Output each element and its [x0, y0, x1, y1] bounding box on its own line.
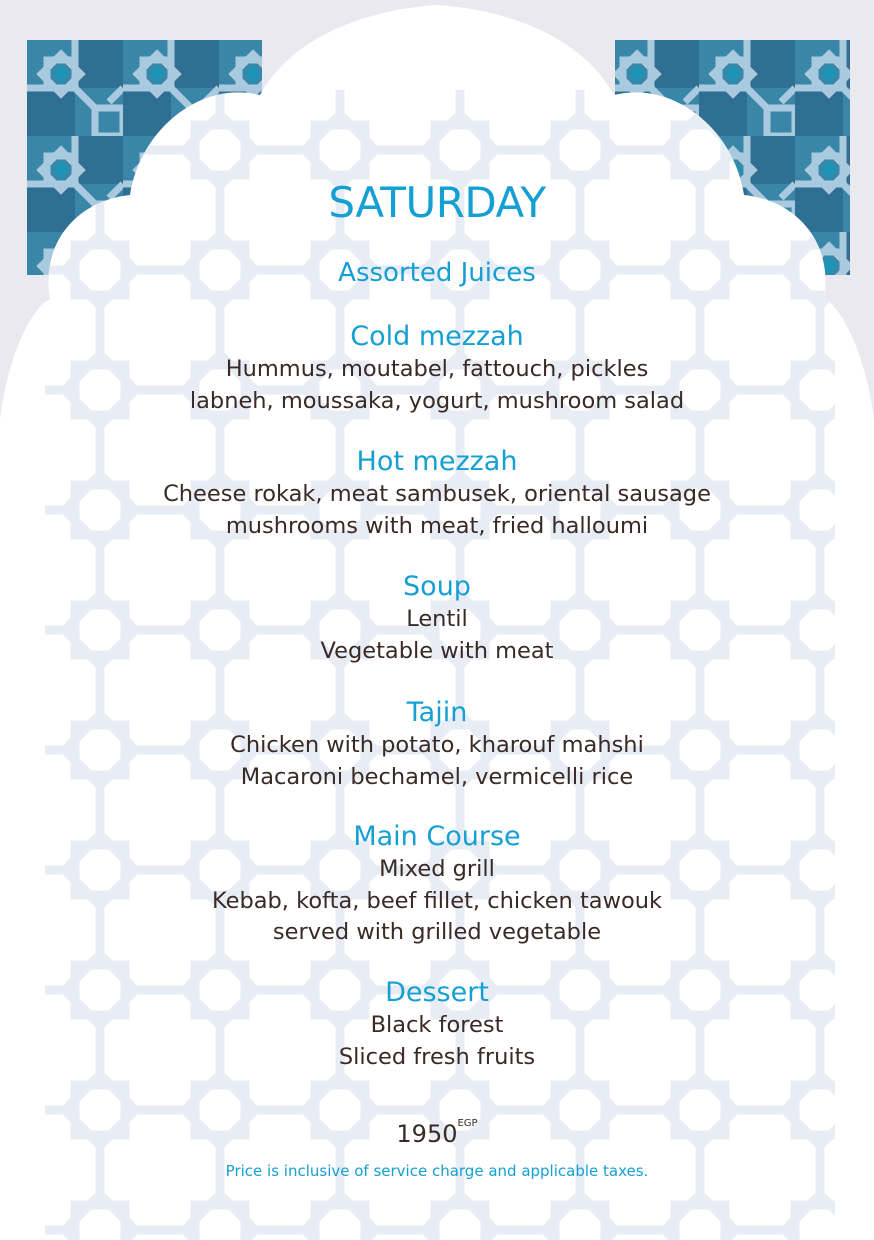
price-amount: 1950 [396, 1120, 458, 1148]
section-main-course [0, 820, 874, 949]
section-tajin [0, 696, 874, 793]
menu-item: Vegetable with meat [320, 637, 554, 664]
section-heading: Hot mezzah [356, 446, 518, 477]
section-hot-mezzah [0, 445, 874, 542]
price-currency: EGP [457, 1118, 478, 1129]
menu-item: served with grilled vegetable [272, 919, 602, 945]
menu-item: labneh, moussaka, yogurt, mushroom salad [189, 387, 685, 414]
menu-item: Cheese rokak, meat sambusek, oriental sausage [163, 481, 711, 507]
menu-item: Hummus, moutabel, fattouch, pickles [225, 356, 649, 382]
section-heading: Dessert [385, 977, 489, 1008]
section-cold-mezzah [0, 320, 874, 417]
section-heading: Soup [403, 571, 471, 602]
section-soup [0, 570, 874, 667]
menu-item: Chicken with potato, kharouf mahshi [230, 732, 644, 758]
price [0, 1120, 874, 1148]
menu-item: mushrooms with meat, fried halloumi [225, 512, 649, 539]
menu-item: Macaroni bechamel, vermicelli rice [240, 763, 634, 790]
menu-item: Mixed grill [379, 856, 495, 882]
menu-item: Sliced fresh fruits [338, 1043, 536, 1070]
price-note: Price is inclusive of service charge and applicable taxes. [225, 1162, 649, 1180]
section-dessert [0, 976, 874, 1073]
section-heading: Main Course [353, 821, 521, 852]
menu-item: Black forest [370, 1012, 504, 1038]
day-title: SATURDAY [328, 178, 546, 227]
section-heading: Cold mezzah [350, 321, 524, 352]
section-heading: Tajin [406, 697, 468, 728]
menu-item: Kebab, kofta, beef fillet, chicken tawouk [211, 887, 663, 914]
menu-item: Lentil [406, 606, 468, 632]
juices-line: Assorted Juices [338, 258, 536, 288]
